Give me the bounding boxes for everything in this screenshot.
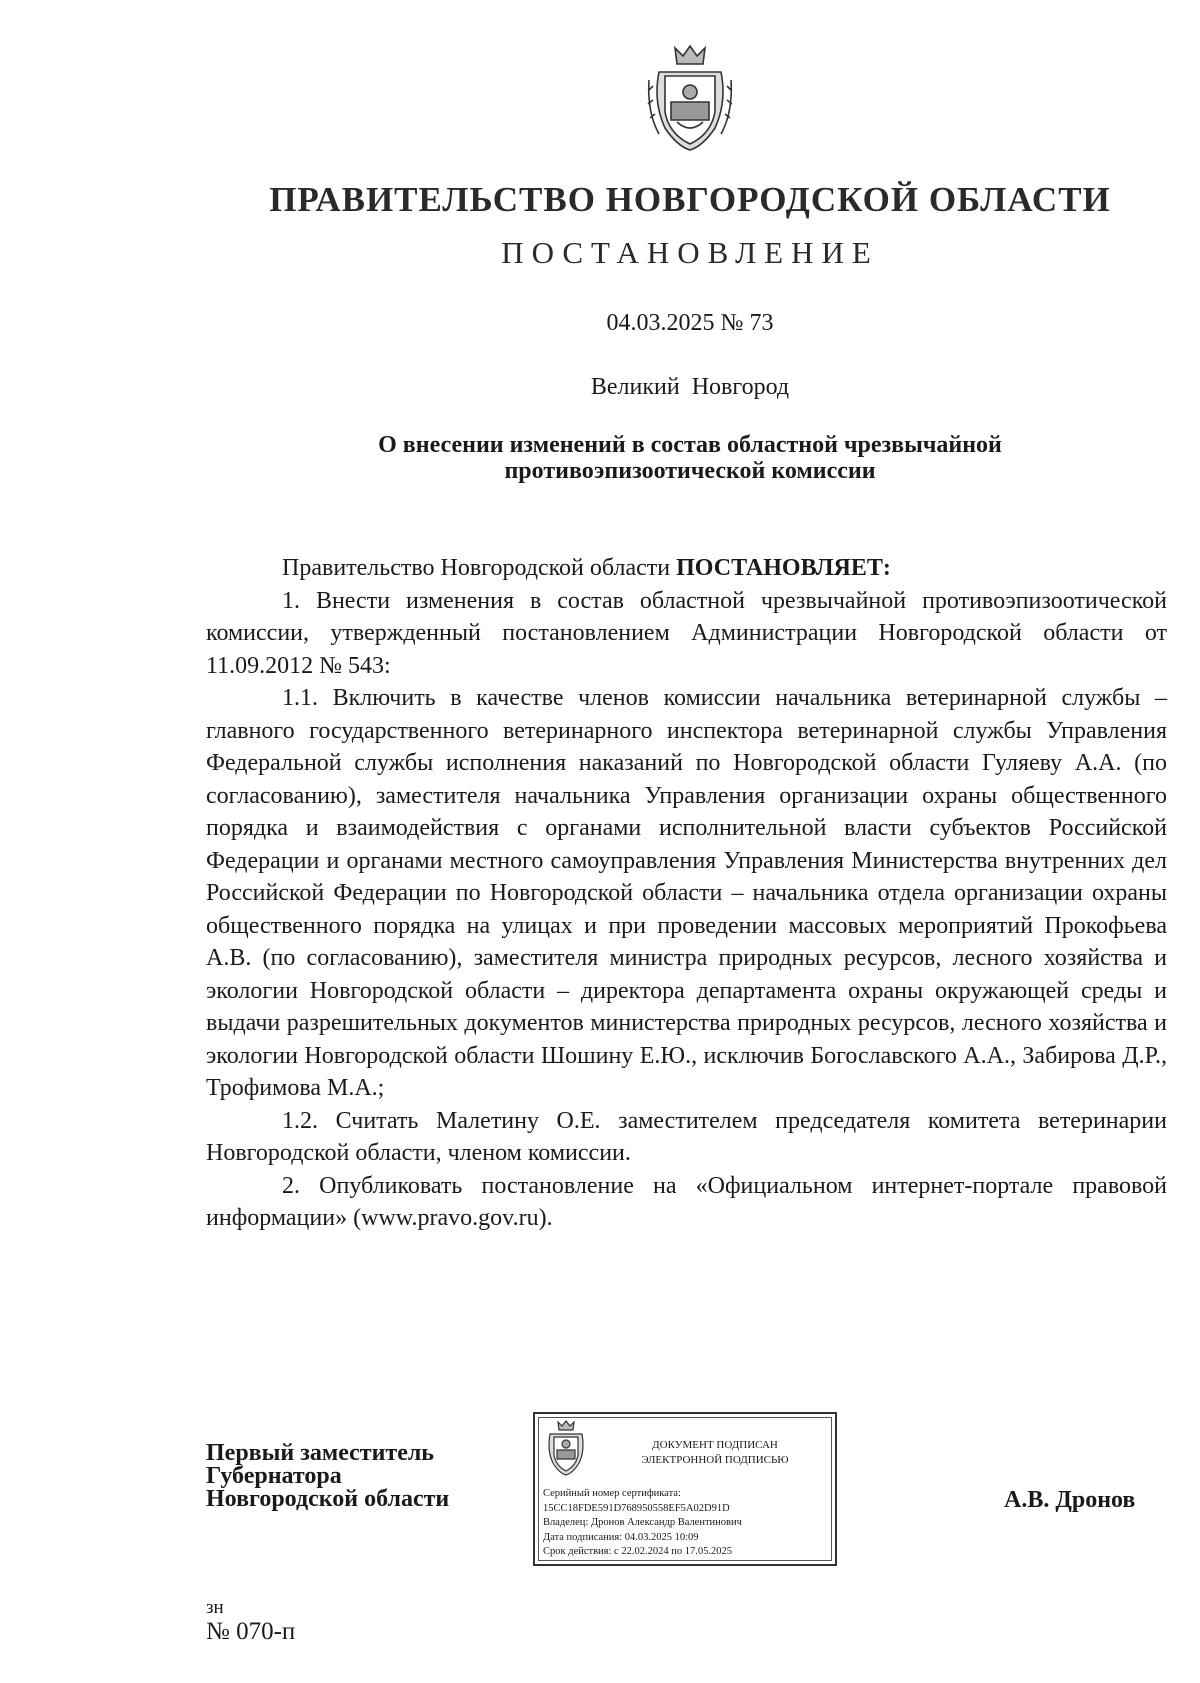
subject-line-2: противоэпизоотической комиссии [504,458,876,484]
stamp-signed-date: Дата подписания: 04.03.2025 10:09 [543,1531,699,1543]
document-city: Великий Новгород [590,374,790,400]
footer-initials: зн [206,1597,224,1618]
stamp-validity: Срок действия: с 22.02.2024 по 17.05.2025 [543,1546,732,1557]
signer-position [206,1442,449,1511]
stamp-title-line-2: ЭЛЕКТРОННОЙ ПОДПИСЬЮ [641,1454,789,1466]
document-kind: ПОСТАНОВЛЕНИЕ [501,235,879,270]
stamp-coat-of-arms-icon [543,1419,589,1477]
intro-prefix: Правительство Новгородской области [282,555,671,581]
government-title: ПРАВИТЕЛЬСТВО НОВГОРОДСКОЙ ОБЛАСТИ [269,180,1111,219]
paragraph-1-2: 1.2. Считать Малетину О.Е. заместителем председателя комитета ветеринарии Новгородской области, членом комиссии. [206,1107,1167,1166]
position-line-2: Губернатора [206,1463,342,1489]
paragraph-1-1: 1.1. Включить в качестве членов комиссии начальника ветеринарной службы – главного государственного ветеринарного инспектора ветеринарной службы Управления Федеральной службы исполнения наказаний по Новгородской области Гуляеву А.А. (по согласованию), заместителя начальника Управления организации охраны общественного порядка и взаимодействия с органами исполнительной власти субъектов Российской Федерации и органами местного самоуправления Управления Министерства внутренних дел Российской Федерации по Новгородской области – начальника отдела организации охраны общественного порядка на улицах и при проведении массовых мероприятий Прокофьева А.В. (по согласованию), заместителя министра природных ресурсов, лесного хозяйства и экологии Новгородской области – директора департамента охраны окружающей среды и выдачи разрешительных документов министерства природных ресурсов, лесного хозяйства и экологии Новгородской области Шошину Е.Ю., исключив Богославского А.А., Забирова Д.Р., Трофимова М.А.; [206,685,1167,1101]
paragraph-2: 2. Опубликовать постановление на «Официальном интернет-портале правовой информации» (www.pravo.gov.ru). [206,1172,1167,1231]
stamp-owner: Владелец: Дронов Александр Валентинович [543,1517,742,1528]
stamp-serial-label: Серийный номер сертификата: [543,1488,681,1499]
signer-name: А.В. Дронов [1004,1487,1136,1513]
position-line-1: Первый заместитель [206,1440,434,1466]
position-line-3: Новгородской области [206,1486,450,1512]
footer-number: № 070-п [206,1618,296,1645]
intro-paragraph [206,552,1167,585]
stamp-serial-value: 15CC18FDE591D768950558EF5A02D91D [543,1502,730,1514]
subject-line-1: О внесении изменений в состав областной чрезвычайной [378,432,1002,458]
document-subject [290,432,1090,484]
stamp-title-line-1: ДОКУМЕНТ ПОДПИСАН [652,1439,778,1451]
paragraph-1: 1. Внести изменения в состав областной чрезвычайной противоэпизоотической комиссии, утвержденный постановлением Администрации Новгородской области от 11.09.2012 № 543: [206,587,1167,679]
coat-of-arms-icon [645,42,735,154]
stamp-details [543,1487,742,1560]
intro-resolves: ПОСТАНОВЛЯЕТ: [676,555,891,581]
document-date-number: 04.03.2025 № 73 [606,310,774,336]
stamp-title [605,1438,825,1468]
electronic-signature-stamp [533,1412,837,1566]
document-body [206,552,1167,1235]
